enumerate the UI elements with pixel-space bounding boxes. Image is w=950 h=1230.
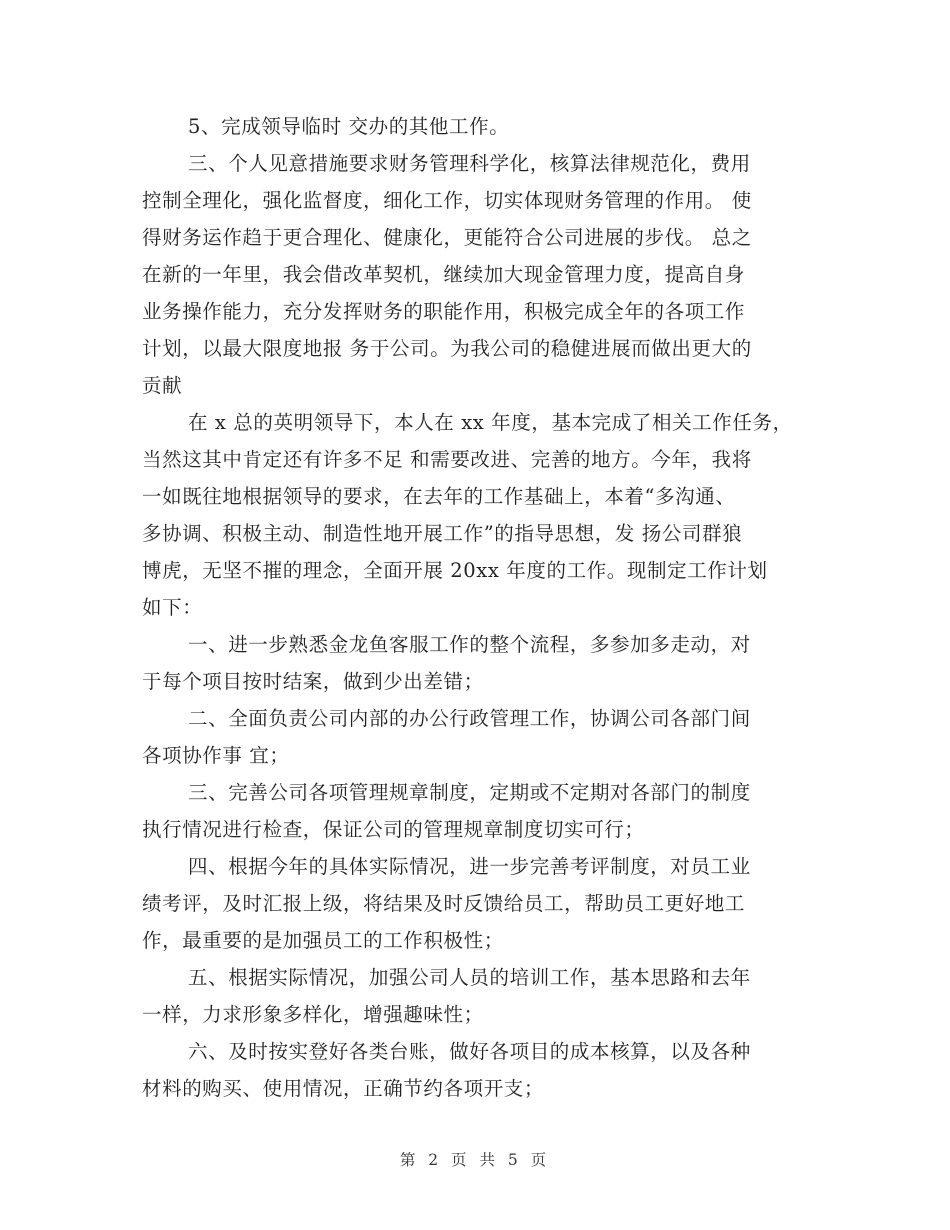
text-line: 博虎，无坚不摧的理念，全面开展 20xx 年度的工作。现制定工作计划: [142, 559, 768, 582]
text-line: 一如既往地根据领导的要求，在去年的工作基础上，本着“多沟通、: [142, 485, 736, 508]
text-line: 执行情况进行检查，保证公司的管理规章制度切实可行；: [142, 818, 645, 841]
text-line: 业务操作能力，充分发挥财务的职能作用，积极完成全年的各项工作: [142, 300, 746, 323]
text-line: 如下：: [142, 596, 203, 619]
text-line: 一、进一步熟悉金龙鱼客服工作的整个流程，多参加多走动，对: [188, 633, 751, 656]
text-line: 贡献: [142, 374, 183, 397]
text-line: 材料的购买、使用情况，正确节约各项开支；: [142, 1077, 545, 1100]
text-line: 计划，以最大限度地报 务于公司。为我公司的稳健进展而做出更大的: [142, 337, 752, 360]
text-line: 5、完成领导临时 交办的其他工作。: [188, 115, 510, 138]
text-line: 绩考评，及时汇报上级，将结果及时反馈给员工，帮助员工更好地工: [142, 892, 746, 915]
text-line: 二、全面负责公司内部的办公行政管理工作，协调公司各部门间: [188, 707, 751, 730]
text-line: 得财务运作趋于更合理化、健康化，更能符合公司进展的步伐。 总之: [142, 226, 752, 249]
text-line: 三、完善公司各项管理规章制度，定期或不定期对各部门的制度: [188, 781, 751, 804]
text-line: 作，最重要的是加强员工的工作积极性；: [142, 929, 504, 952]
text-line: 六、及时按实登好各类台账，做好各项目的成本核算，以及各种: [188, 1040, 751, 1063]
text-line: 在 x 总的英明领导下，本人在 xx 年度，基本完成了相关工作任务，: [188, 411, 793, 434]
page-number-footer: 第 2 页 共 5 页: [399, 1151, 551, 1169]
document-body: [142, 108, 807, 1107]
text-line: 当然这其中肯定还有许多不足 和需要改进、完善的地方。今年，我将: [142, 448, 752, 471]
text-line: 控制全理化，强化监督度，细化工作，切实体现财务管理的作用。 使: [142, 189, 752, 212]
text-line: 各项协作事 宜；: [142, 744, 290, 767]
text-line: 四、根据今年的具体实际情况，进一步完善考评制度，对员工业: [188, 855, 751, 878]
text-line: 多协调、积极主动、制造性地开展工作”的指导思想，发 扬公司群狼: [142, 522, 743, 545]
text-line: 三、个人见意措施要求财务管理科学化，核算法律规范化，费用: [188, 152, 751, 175]
text-line: 在新的一年里，我会借改革契机，继续加大现金管理力度，提高自身: [142, 263, 746, 286]
text-line: 一样，力求形象多样化，增强趣味性；: [142, 1003, 484, 1026]
text-line: 于每个项目按时结案，做到少出差错；: [142, 670, 484, 693]
text-line: 五、根据实际情况，加强公司人员的培训工作，基本思路和去年: [188, 966, 751, 989]
